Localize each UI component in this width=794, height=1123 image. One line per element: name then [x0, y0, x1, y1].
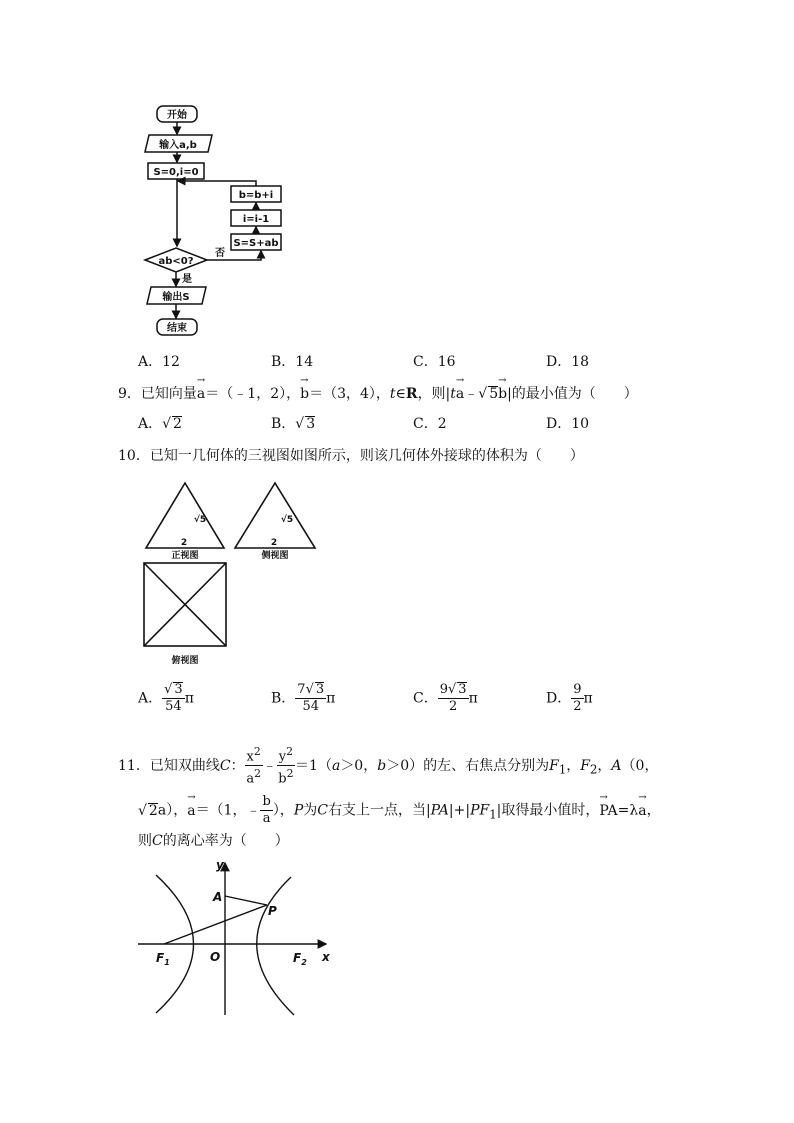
- y-axis-label: y: [216, 858, 224, 872]
- output-label: 输出S: [162, 292, 190, 303]
- no-label: 否: [215, 248, 225, 259]
- segment-a-p: [225, 896, 267, 905]
- right-branch: [257, 877, 294, 1015]
- flowchart: [130, 100, 310, 345]
- side-base-label: 2: [270, 538, 278, 548]
- q8-option-d: D．18: [546, 354, 590, 370]
- q11-line-3: 则C的离心率为（ ）: [138, 833, 289, 849]
- q9-stem: 9．已知向量→ a＝（﹣1，2），→ b＝（3，4），t∈R，则|t→ a﹣√ 5→ b|的最小值为（ ）: [118, 385, 638, 403]
- three-views: [136, 475, 336, 670]
- top-view-label: 俯视图: [171, 656, 199, 666]
- front-slant-label: √5: [193, 515, 207, 525]
- x-axis-label: x: [322, 950, 330, 964]
- front-view-label: 正视图: [171, 551, 199, 561]
- hyperbola-graph: [136, 855, 336, 1020]
- q9-option-d: D．10: [546, 416, 590, 432]
- q8-option-c: C．16: [413, 354, 456, 370]
- q8-option-a: A．12: [138, 354, 180, 370]
- q11-line-2: √ 2a），→ a＝（1，﹣ $\frac{b}{a}$ ），P为C右支上一点，当$|PA|+|PF_1|$取得最小值时，→ PA=λ→ a，: [138, 794, 661, 827]
- step-b-label: b=b+i: [238, 190, 274, 201]
- yes-label: 是: [182, 274, 192, 285]
- q10-option-c: C． $\frac{9√ 3}{2}$ π: [413, 682, 478, 715]
- side-slant-label: √5: [280, 515, 294, 525]
- q10-option-d: D． $\frac{9}{2}$ π: [546, 682, 593, 714]
- side-view-label: 侧视图: [261, 551, 289, 561]
- input-label: 输入a,b: [159, 140, 197, 151]
- condition-label: ab<0?: [158, 256, 194, 267]
- f2-label: $F_2$: [293, 951, 307, 967]
- q8-option-b: B．14: [271, 354, 314, 370]
- end-label: 结束: [167, 323, 187, 334]
- q9-option-c: C．2: [413, 416, 447, 432]
- q10-option-a: A． √ $\frac{3}{54}$ π: [138, 682, 194, 715]
- point-p-label: P: [268, 904, 277, 918]
- origin-label: O: [210, 950, 221, 964]
- step-s-label: S=S+ab: [233, 238, 279, 249]
- step-i-label: i=i-1: [242, 214, 270, 225]
- q10-stem: 10．已知一几何体的三视图如图所示，则该几何体外接球的体积为（ ）: [118, 448, 584, 464]
- f1-label: $F_1$: [156, 951, 170, 967]
- q9-option-a: A．√ 2: [138, 415, 182, 433]
- q10-option-b: B． $\frac{7√ 3}{54}$ π: [271, 682, 335, 715]
- segment-f1-p: [164, 905, 267, 944]
- init-label: S=0,i=0: [153, 167, 199, 178]
- point-a-label: A: [213, 890, 223, 904]
- q9-option-b: B．√ 3: [271, 415, 315, 433]
- start-label: 开始: [167, 110, 187, 121]
- q11-line-1: 11．已知双曲线C： $\frac{x^2}{a^2}$ ﹣ $\frac{y^2}{b^2}$ ＝1（a＞0，b＞0）的左、右焦点分别为$F_1$，$F_2$，A（0，: [118, 745, 659, 787]
- front-base-label: 2: [180, 538, 188, 548]
